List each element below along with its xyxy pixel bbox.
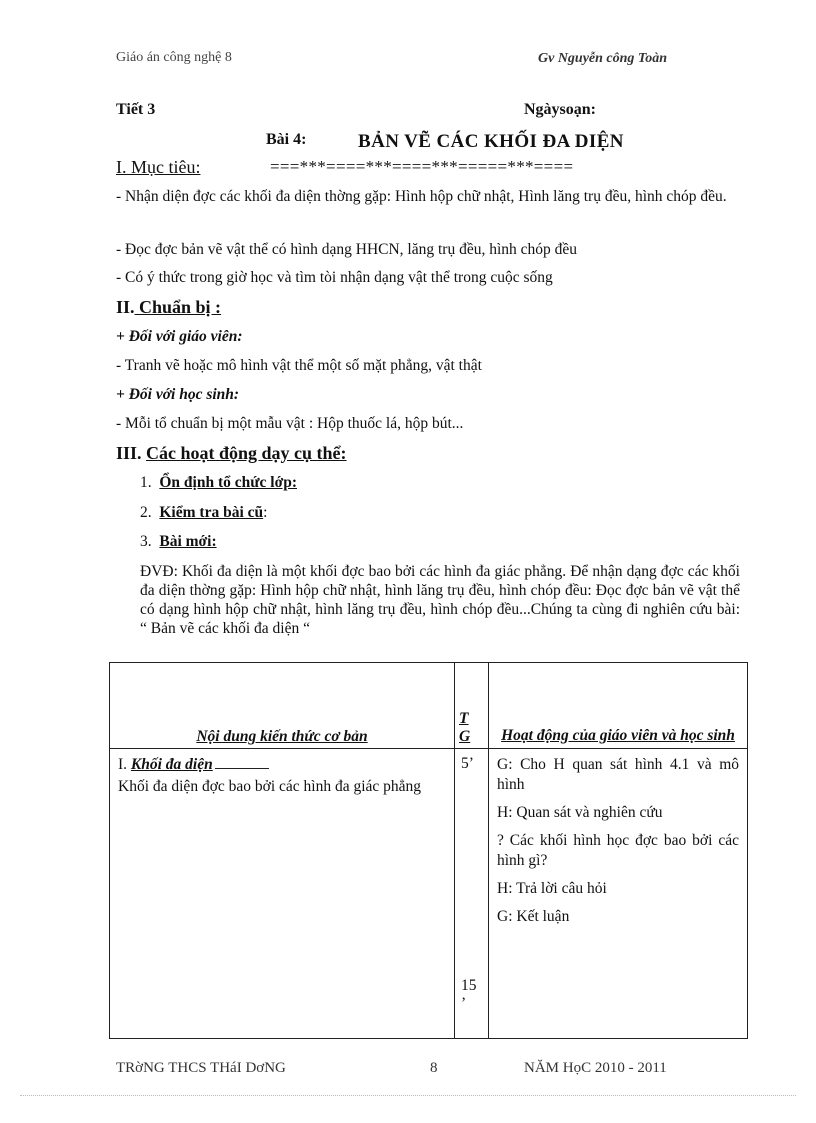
time-2-line1: 15 (461, 977, 477, 994)
content-text: Khối đa diện đợc bao bởi các hình đa giác phẳng (118, 778, 422, 795)
section3-num: III. (116, 443, 142, 463)
date-label: Ngàysoạn: (524, 101, 597, 118)
objective-1: - Nhận diện đợc các khối đa diện thờng gặp: Hình hộp chữ nhật, Hình lăng trụ đều, hình chóp đều. (116, 188, 727, 205)
header-right: Gv Nguyễn công Toàn (538, 51, 667, 66)
col-time-header-2: G (459, 728, 471, 745)
activity-item: H: Trả lời câu hỏi (497, 880, 607, 897)
step-2-num: 2. (140, 504, 152, 521)
activity-item: G: Cho H quan sát hình 4.1 và mô hình (497, 756, 739, 793)
col-activity-header (489, 663, 748, 749)
step-2-label: Kiểm tra bài cũ (159, 504, 264, 521)
section-separator: ===***====***====***=====***==== (270, 157, 574, 176)
section1-heading: I. Mục tiêu: (116, 157, 201, 177)
col-content-header-text: Nội dung kiến thức cơ bản (196, 728, 368, 745)
step-1 (140, 474, 297, 492)
content-heading (118, 755, 446, 775)
objective-3: - Có ý thức trong giờ học và tìm tòi nhận dạng vật thể trong cuộc sống (116, 269, 553, 286)
lesson-title: BẢN VẼ CÁC KHỐI ĐA DIỆN (358, 131, 624, 152)
step-3-label: Bài mới: (159, 533, 217, 550)
section3-title: Các hoạt động dạy cụ thể: (146, 443, 347, 463)
col-content-header (110, 663, 455, 749)
content-heading-num: I. (118, 756, 131, 773)
footer-year: NĂM HọC 2010 - 2011 (524, 1060, 667, 1076)
step-3-num: 3. (140, 533, 152, 550)
lesson-number: Bài 4: (266, 131, 307, 148)
col-time-header-1: T (459, 710, 469, 727)
objective-2: - Đọc đợc bản vẽ vật thể có hình dạng HHCN, lăng trụ đều, hình chóp đều (116, 241, 578, 258)
activity-cell (489, 749, 748, 1039)
activity-item: G: Kết luận (497, 908, 570, 925)
section3-heading (116, 443, 347, 464)
time-cell (455, 749, 489, 1039)
section2-title: Chuẩn bị : (134, 297, 222, 317)
col-activity-header-text: Hoạt động của giáo viên và học sinh (501, 727, 735, 744)
activity-item: H: Quan sát và nghiên cứu (497, 804, 663, 821)
step-1-label: Ổn định tổ chức lớp: (159, 474, 297, 491)
student-item: - Mỗi tổ chuẩn bị một mẫu vật : Hộp thuốc lá, hộp bút... (116, 415, 464, 432)
table-header-row (110, 663, 748, 749)
step-2-after: : (263, 504, 268, 521)
section2-heading (116, 297, 221, 318)
student-label: + Đối với học sinh: (116, 386, 240, 403)
header-left: Giáo án công nghệ 8 (116, 50, 232, 65)
lesson-period: Tiết 3 (116, 101, 156, 118)
step-2 (140, 504, 267, 522)
col-time-header (455, 663, 489, 749)
footer-page: 8 (430, 1060, 438, 1076)
teacher-label: + Đối với giáo viên: (116, 328, 243, 345)
time-2-line2: ’ (461, 995, 467, 1012)
time-2 (461, 977, 477, 1013)
section2-num: II. (116, 297, 135, 317)
activity-item: ? Các khối hình học đợc bao bởi các hình gì? (497, 832, 739, 869)
intro-paragraph: ĐVĐ: Khối đa diện là một khối đợc bao bởi các hình đa giác phẳng. Để nhận dạng đợc các khối đa diện thờng gặp: Hình hộp chữ nhật, hình lăng trụ đều, hình chóp đều: Đọc đợc bản vẽ vật thể có dạng hình hộp chữ nhật, hình lăng trụ đều, hình chóp đều...Chúng ta cùng đi nghiên cứu bài: “ Bản vẽ các khối đa diện “ (140, 563, 740, 637)
content-heading-text: Khối đa diện (130, 756, 213, 773)
footer-school: TRờNG THCS THáI DơNG (116, 1060, 286, 1076)
time-1: 5’ (461, 755, 474, 772)
teacher-item: - Tranh vẽ hoặc mô hình vật thể một số mặt phẳng, vật thật (116, 357, 482, 374)
lesson-table (109, 662, 748, 1039)
step-1-num: 1. (140, 474, 152, 491)
content-cell (110, 749, 455, 1039)
page-edge (20, 1095, 796, 1096)
table-row (110, 749, 748, 1039)
step-3 (140, 533, 217, 551)
